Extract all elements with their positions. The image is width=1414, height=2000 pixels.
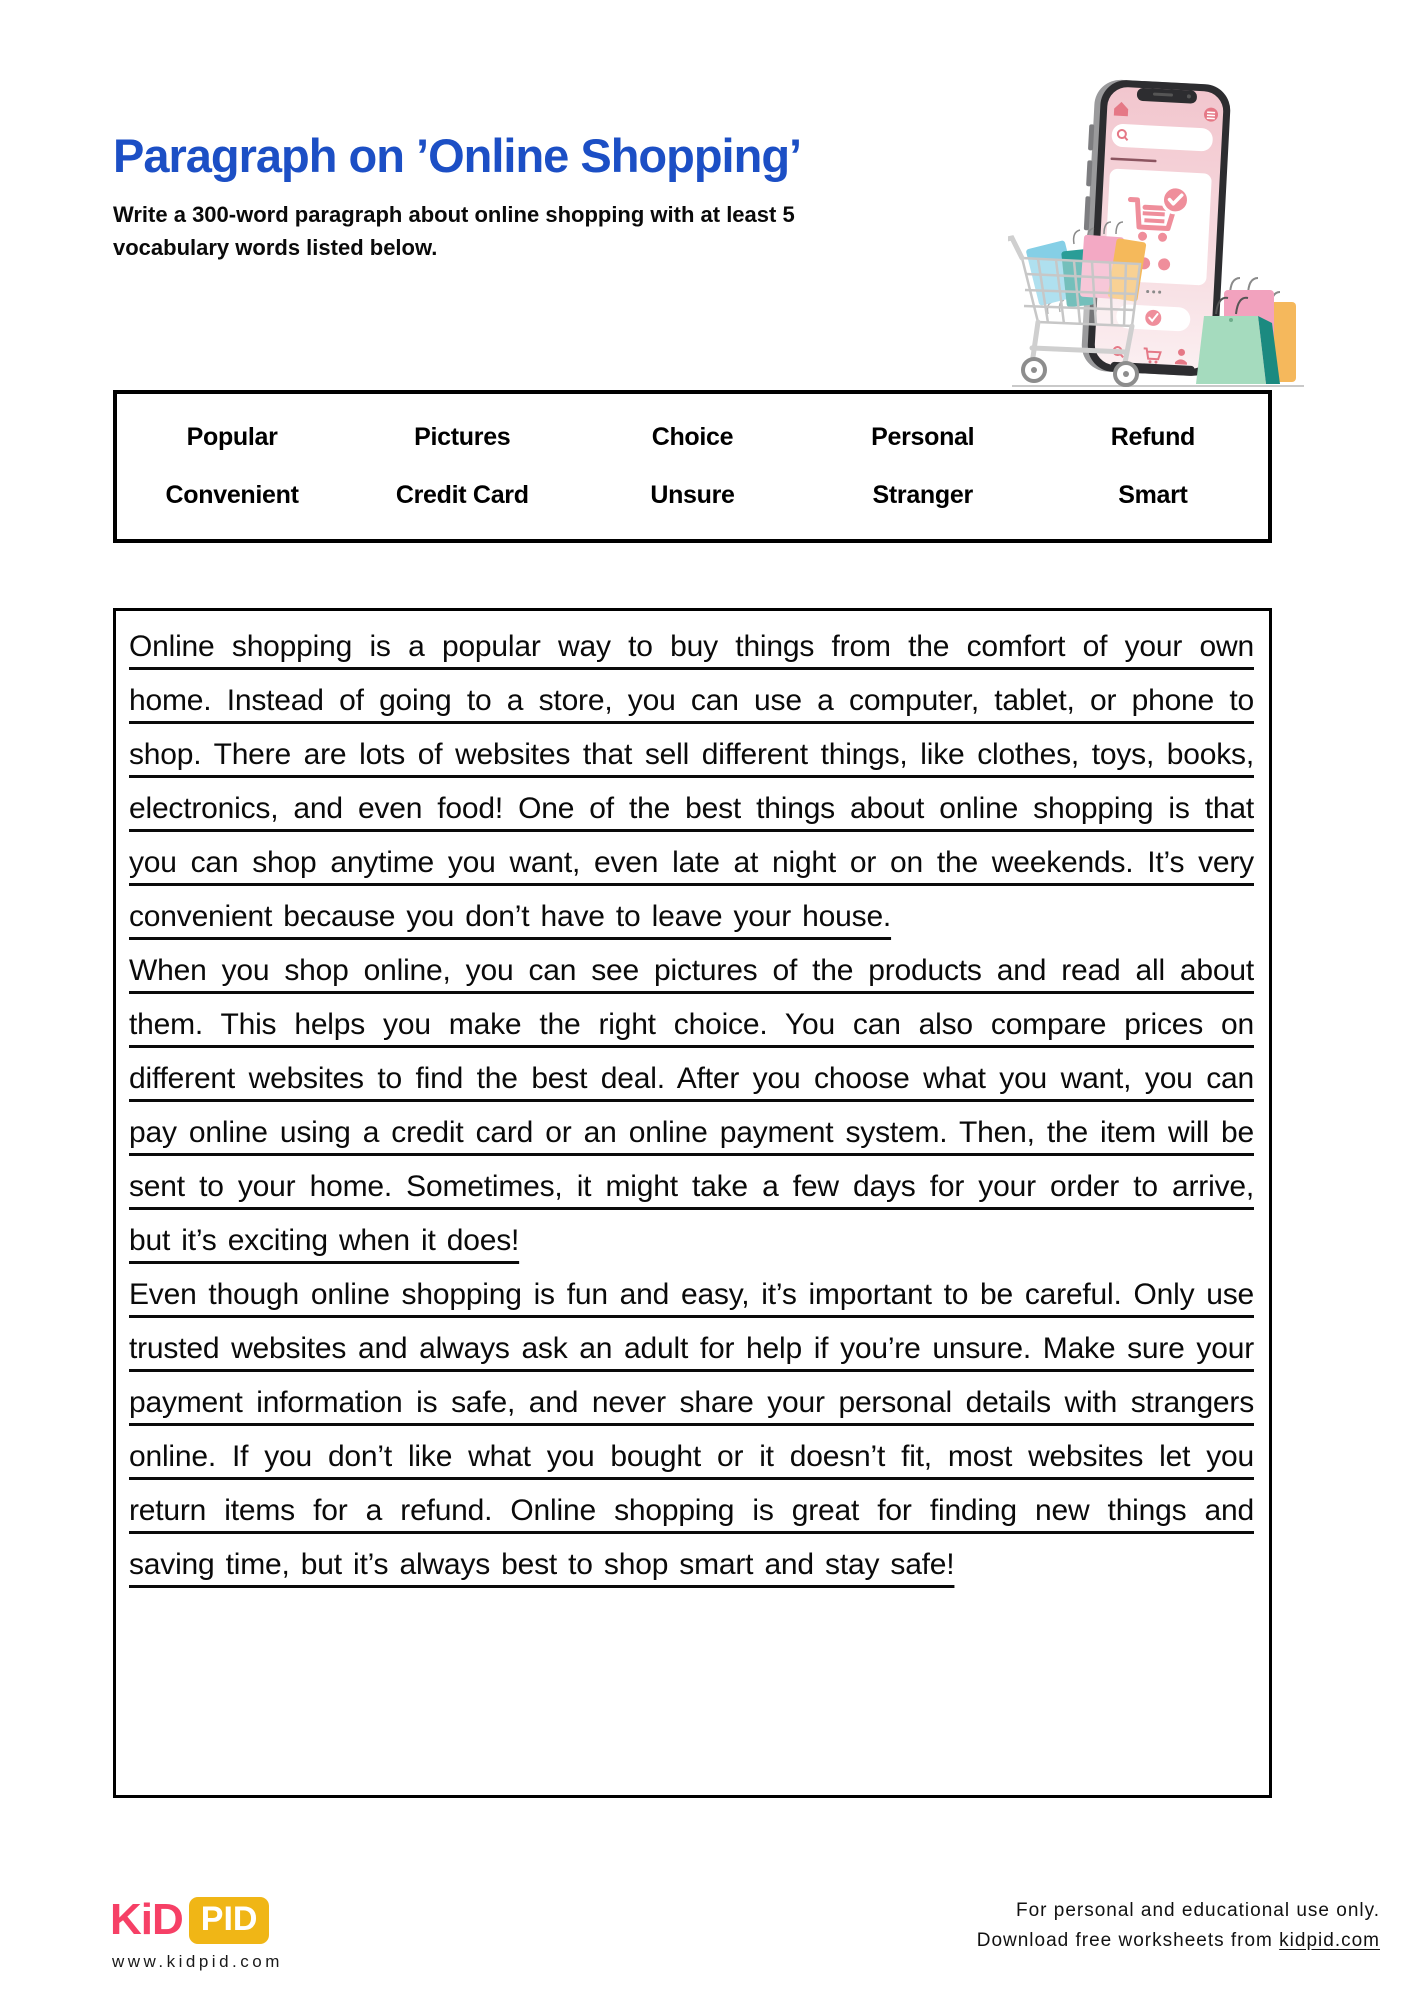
vocab-word: Refund xyxy=(1110,422,1196,451)
vocab-word: Credit Card xyxy=(395,480,529,509)
vocab-word: Pictures xyxy=(414,422,511,451)
essay-paragraph-3: Even though online shopping is fun and easy, it’s important to be careful. Only use trusted websites and always ask an adult for help if you’re unsure. Make sure your payment information is safe, and never share your personal details with strangers online. If you don’t like what you bought or it doesn’t fit, most websites let you return items for a refund. Online shopping is great for finding new things and saving time, but it’s always best to shop smart and stay safe! xyxy=(129,1278,1254,1581)
vocabulary-box xyxy=(113,390,1272,543)
vocab-word: Stranger xyxy=(872,480,973,509)
essay-paragraph-2: When you shop online, you can see pictures of the products and read all about them. This helps you make the right choice. You can also compare prices on different websites to find the best deal. After you choose what you want, you can pay online using a credit card or an online payment system. Then, the item will be sent to your home. Sometimes, it might take a few days for your order to arrive, but it’s exciting when it does! xyxy=(129,954,1254,1257)
notice-line-1: For personal and educational use only. xyxy=(1015,1900,1380,1921)
page-subtitle: Write a 300-word paragraph about online shopping with at least 5 vocabulary words listed below. xyxy=(113,202,795,260)
page-title: Paragraph on ’Online Shopping’ xyxy=(113,129,802,182)
logo-kid-text: KiD xyxy=(110,1895,183,1944)
online-shopping-illustration xyxy=(1008,68,1308,390)
vocab-word: Smart xyxy=(1118,480,1188,509)
shopping-cart xyxy=(1008,222,1147,385)
essay-paragraph-1: Online shopping is a popular way to buy things from the comfort of your own home. Instead of going to a store, you can use a computer, tablet, or phone to shop. There are lots of websites that sell different things, like clothes, toys, books, electronics, and even food! One of the best things about online shopping is that you can shop anytime you want, even late at night or on the weekends. It’s very convenient because you don’t have to leave your house. xyxy=(129,630,1254,933)
notice-line-2-text: Download free worksheets from xyxy=(976,1930,1280,1951)
vocab-word: Personal xyxy=(871,422,975,451)
notice-line-2 xyxy=(977,1926,1380,1956)
vocab-word: Convenient xyxy=(165,480,299,509)
logo-website: www.kidpid.com xyxy=(112,1952,283,1971)
kidpid-logo xyxy=(110,1895,269,1945)
vocab-word: Choice xyxy=(651,422,734,451)
vocab-word: Popular xyxy=(186,422,278,451)
footer-notice xyxy=(977,1896,1380,1956)
vocab-word: Unsure xyxy=(650,480,735,509)
cart-basket xyxy=(1022,258,1140,326)
cart-wheels xyxy=(1023,359,1137,385)
logo-pid-badge: PID xyxy=(189,1897,270,1944)
kidpid-link[interactable]: kidpid.com xyxy=(1279,1930,1380,1951)
essay-box xyxy=(113,608,1272,1798)
